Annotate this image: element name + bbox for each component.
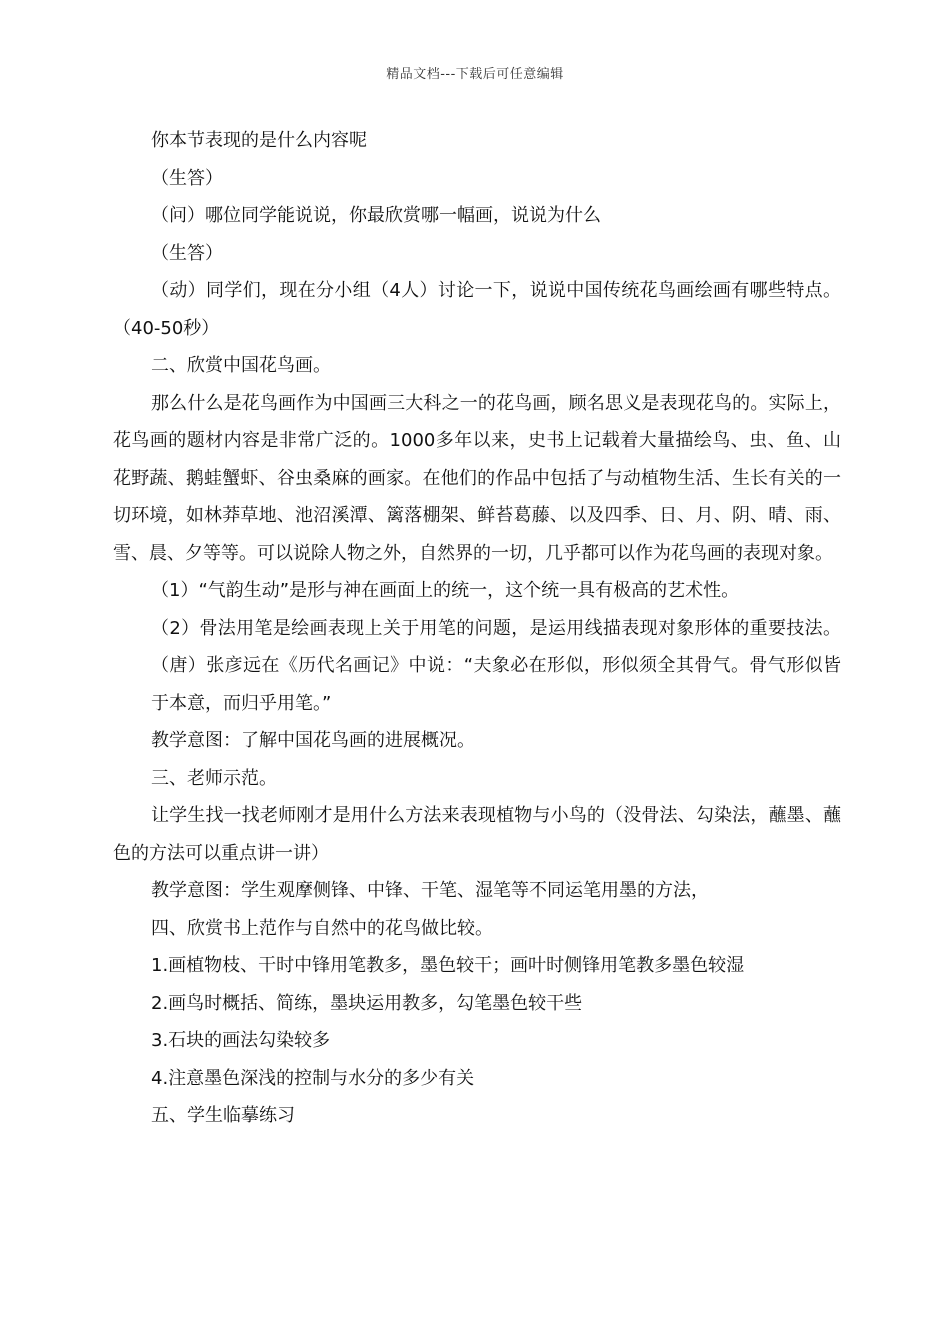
section-heading-2: 二、欣赏中国花鸟画。 [151, 355, 331, 376]
list-item-2: 2.画鸟时概括、简练，墨块运用教多，勾笔墨色较干些 [151, 992, 583, 1014]
page-header: 精品文档---下载后可任意编辑 [386, 67, 564, 82]
paragraph-question-content: 你本节表现的是什么内容呢 [151, 130, 367, 151]
section-heading-5: 五、学生临摹练习 [151, 1105, 295, 1126]
paragraph-group-discussion: （动）同学们，现在分小组（4人）讨论一下，说说中国传统花鸟画绘画有哪些特点。（40-50秒） [113, 280, 841, 339]
paragraph-bird-flower-intro: 那么什么是花鸟画作为中国画三大科之一的花鸟画，顾名思义是表现花鸟的。实际上，花鸟画的题材内容是非常广泛的。1000多年以来，史书上记载着大量描绘鸟、虫、鱼、山花野蔬、鹅蛙蟹虾、谷虫桑麻的画家。在他们的作品中包括了与动植物生活、生长有关的一切环境，如林莽草地、池沼溪潭、篱落棚架、鲜苔葛藤、以及四季、日、月、阴、晴、雨、雪、晨、夕等等。可以说除人物之外，自然界的一切，几乎都可以作为花鸟画的表现对象。 [113, 392, 841, 564]
list-item-1: 1.画植物枝、干时中锋用笔教多，墨色较干；画叶时侧锋用笔教多墨色较湿 [151, 955, 745, 976]
paragraph-ask: （问）哪位同学能说说，你最欣赏哪一幅画，说说为什么 [151, 205, 601, 226]
list-item-3: 3.石块的画法勾染较多 [151, 1030, 331, 1051]
section-heading-4: 四、欣赏书上范作与自然中的花鸟做比较。 [151, 917, 493, 939]
paragraph-teacher-demo: 让学生找一找老师刚才是用什么方法来表现植物与小鸟的（没骨法、勾染法，蘸墨、蘸色的方法可以重点讲一讲） [113, 805, 841, 864]
paragraph-point-2: （2）骨法用笔是绘画表现上关于用笔的问题，是运用线描表现对象形体的重要技法。（唐）张彦远在《历代名画记》中说：“夫象必在形似，形似须全其骨气。骨气形似皆于本意，而归乎用笔。” [151, 617, 841, 714]
document-body [113, 122, 841, 1135]
paragraph-teaching-intent: 教学意图：了解中国花鸟画的进展概况。 [151, 730, 475, 751]
paragraph-point-1: （1）“气韵生动”是形与神在画面上的统一，这个统一具有极高的艺术性。 [151, 580, 740, 601]
paragraph-student-answer: （生答） [151, 167, 223, 189]
paragraph-teaching-intent: 教学意图：学生观摩侧锋、中锋、干笔、湿笔等不同运笔用墨的方法， [151, 880, 709, 901]
list-item-4: 4.注意墨色深浅的控制与水分的多少有关 [151, 1067, 475, 1089]
section-heading-3: 三、老师示范。 [151, 767, 277, 789]
paragraph-student-answer: （生答） [151, 242, 223, 264]
